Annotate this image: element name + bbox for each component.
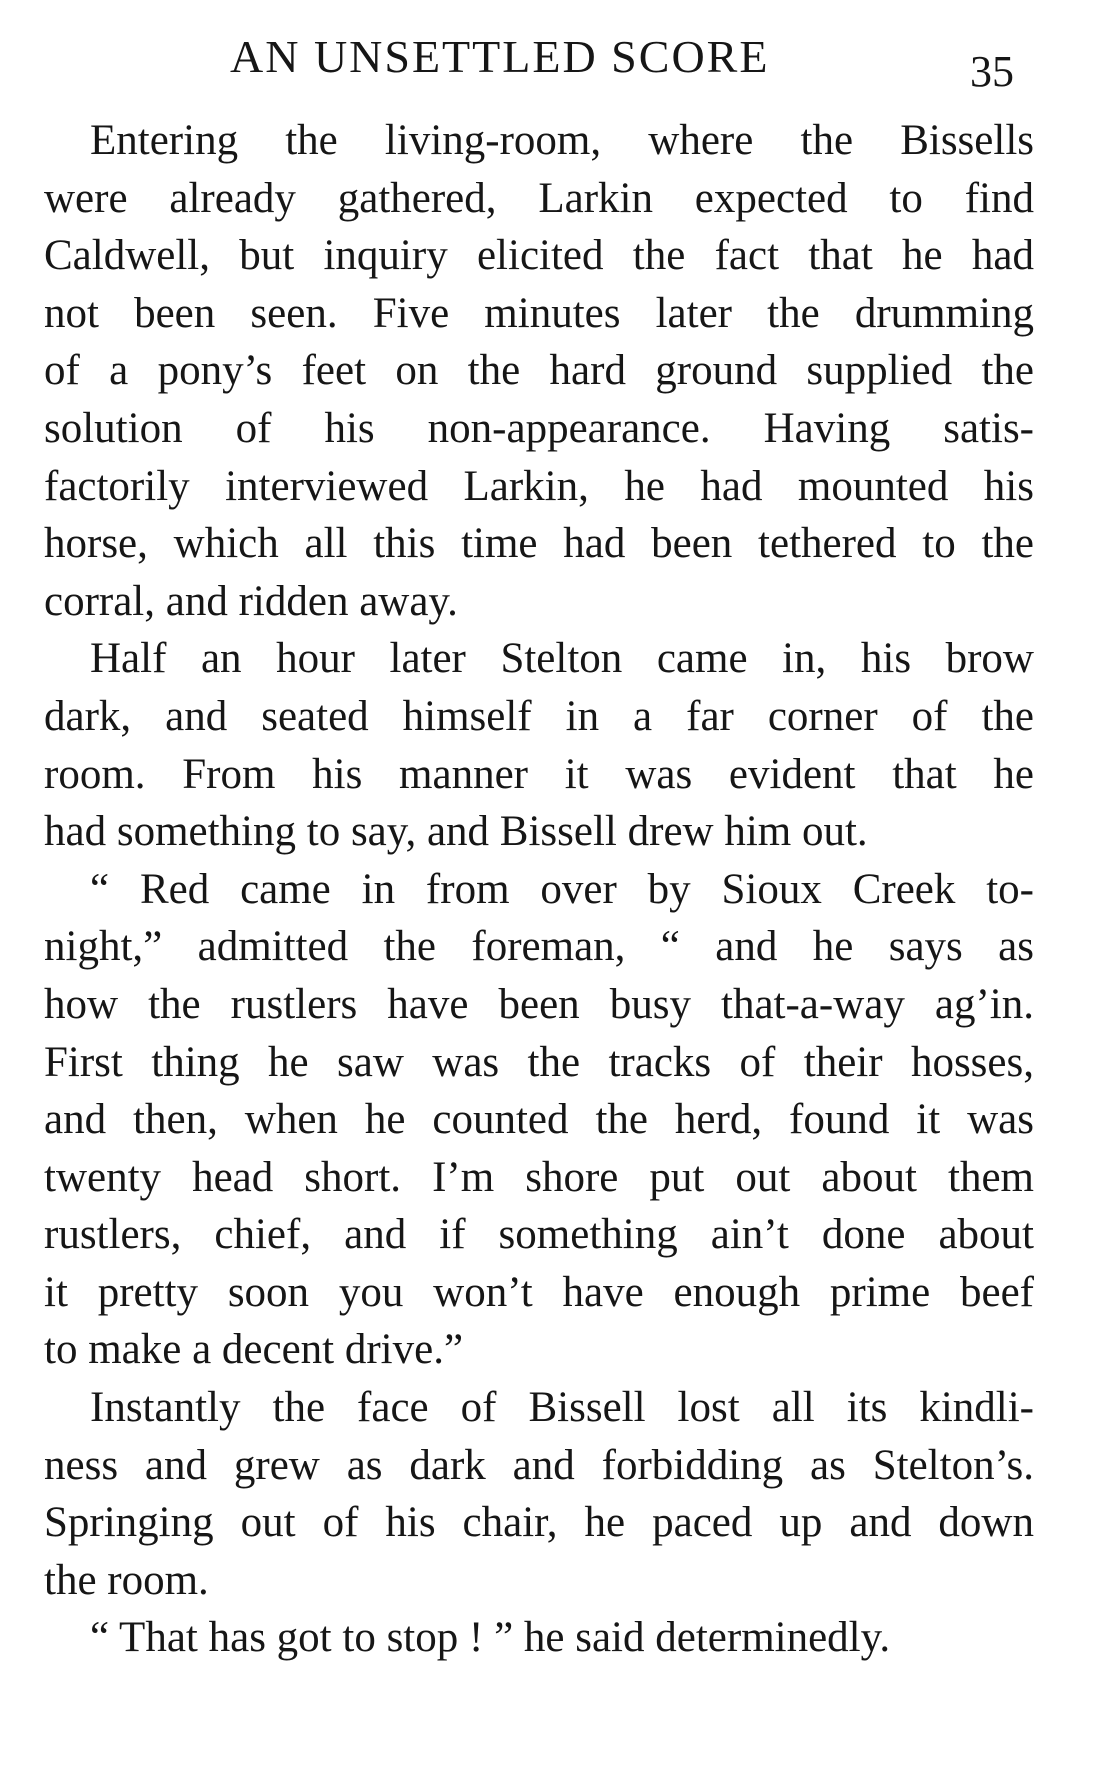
text-line: the room. <box>44 1556 209 1604</box>
text-line: “ That has got to stop ! ” he said determinedly. <box>90 1614 891 1662</box>
paragraph-foreman-dialogue <box>44 861 1034 1379</box>
text-line: and then, when he counted the herd, found it was <box>44 1096 1034 1144</box>
text-line: horse, which all this time had been tethered to the <box>44 520 1034 568</box>
text-line: solution of his non-appearance. Having satis- <box>44 404 1034 452</box>
text-line: “ Red came in from over by Sioux Creek to- <box>90 865 1034 913</box>
text-line: First thing he saw was the tracks of their hosses, <box>44 1038 1034 1086</box>
text-line: ness and grew as dark and forbidding as Stelton’s. <box>44 1441 1034 1489</box>
text-line: Instantly the face of Bissell lost all its kindli- <box>90 1384 1034 1432</box>
paragraph-bissell-reaction <box>44 1379 1034 1609</box>
text-line: Entering the living-room, where the Bissells <box>90 117 1034 164</box>
text-line: to make a decent drive.” <box>44 1326 464 1374</box>
text-line: night,” admitted the foreman, “ and he says as <box>44 923 1034 971</box>
text-line: dark, and seated himself in a far corner of the <box>44 692 1034 740</box>
text-line: it pretty soon you won’t have enough prime beef <box>44 1268 1034 1316</box>
paragraph-entering-living-room <box>44 112 1034 630</box>
paragraph-bissell-quote <box>44 1609 1034 1667</box>
text-line: twenty head short. I’m shore put out about them <box>44 1153 1034 1201</box>
text-line: were already gathered, Larkin expected to find <box>44 174 1034 222</box>
text-line: how the rustlers have been busy that-a-way ag’in. <box>44 980 1034 1028</box>
text-line: had something to say, and Bissell drew him out. <box>44 808 868 856</box>
running-head <box>230 30 1030 100</box>
text-line: Caldwell, but inquiry elicited the fact that he had <box>44 232 1034 280</box>
text-line: of a pony’s feet on the hard ground supplied the <box>44 347 1034 395</box>
text-line: factorily interviewed Larkin, he had mounted his <box>44 462 1034 510</box>
running-title: AN UNSETTLED SCORE <box>230 31 770 82</box>
text-line: rustlers, chief, and if something ain’t done about <box>44 1211 1034 1259</box>
text-line: Half an hour later Stelton came in, his brow <box>90 635 1034 683</box>
text-line: not been seen. Five minutes later the drumming <box>44 289 1034 337</box>
text-line: Springing out of his chair, he paced up and down <box>44 1499 1034 1547</box>
body-text <box>44 112 1034 1667</box>
text-line: corral, and ridden away. <box>44 577 458 625</box>
text-line: room. From his manner it was evident that he <box>44 750 1034 798</box>
page-number: 35 <box>970 47 1014 96</box>
paragraph-stelton-came-in <box>44 630 1034 860</box>
